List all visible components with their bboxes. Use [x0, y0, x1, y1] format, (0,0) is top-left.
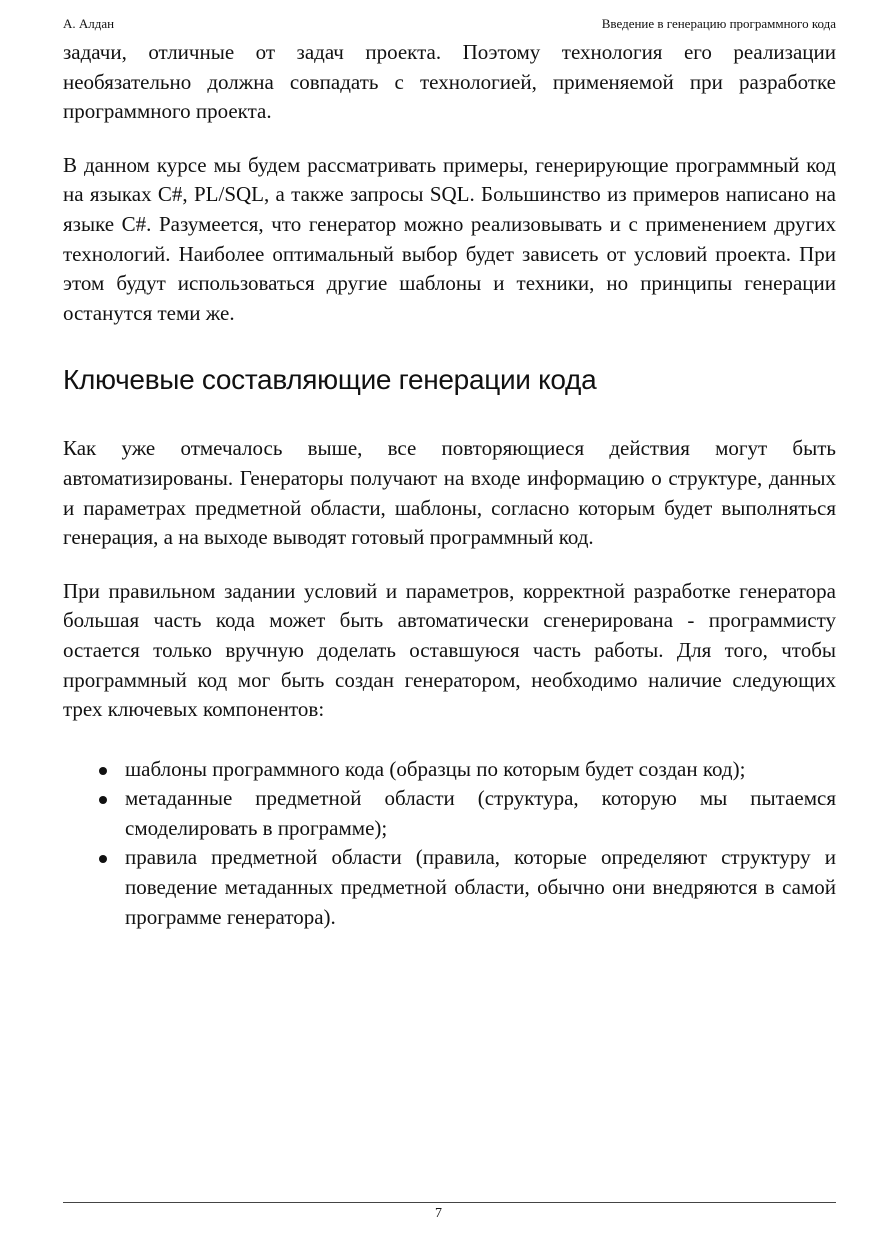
- list-item: [125, 755, 836, 785]
- section-heading: Ключевые составляющие генерации кода: [63, 364, 597, 396]
- paragraph-2: В данном курсе мы будем рассматривать примеры, генерирующие программный код на языках C#, PL/SQL, а также запросы SQL. Большинство из примеров написано на языке C#. Разумеется, что генератор можно реализовывать и с применением других технологий. Наиболее оптимальный выбор будет зависеть от условий проекта. При этом будут использоваться другие шаблоны и техники, но принципы генерации останутся теми же.: [63, 152, 836, 325]
- page-content: [63, 38, 836, 932]
- paragraph-4: При правильном задании условий и параметров, корректной разработке генератора большая часть кода может быть автоматически сгенерирована - программисту остается только вручную доделать оставшуюся часть работы. Для того, чтобы программный код мог быть создан генератором, необходимо наличие следующих трех ключевых компонентов:: [63, 578, 836, 722]
- footer-divider: [63, 1202, 836, 1203]
- list-item-text: метаданные предметной области (структура, которую мы пытаемся смоделировать в программе);: [125, 786, 836, 840]
- components-list: [63, 755, 836, 933]
- page-number: 7: [435, 1206, 442, 1221]
- bullet-icon: [99, 796, 107, 804]
- page-header: [63, 16, 836, 36]
- header-doc-title: Введение в генерацию программного кода: [601, 16, 836, 31]
- list-item-text: шаблоны программного кода (образцы по которым будет создан код);: [125, 756, 746, 781]
- header-author: А. Алдан: [63, 16, 115, 31]
- list-item-text: правила предметной области (правила, которые определяют структуру и поведение метаданных предметной области, обычно они внедряются в самой программе генератора).: [125, 845, 836, 929]
- list-item: [125, 784, 836, 843]
- paragraph-3: Как уже отмечалось выше, все повторяющиеся действия могут быть автоматизированы. Генераторы получают на входе информацию о структуре, данных и параметрах предметной области, шаблоны, согласно которым будет выполняться генерация, а на выходе выводят готовый программный код.: [63, 436, 836, 550]
- bullet-icon: [99, 855, 107, 863]
- list-item: [125, 843, 836, 932]
- paragraph-1: задачи, отличные от задач проекта. Поэтому технология его реализации необязательно должна совпадать с технологией, применяемой при разработке программного проекта.: [63, 40, 836, 124]
- bullet-icon: [99, 767, 107, 775]
